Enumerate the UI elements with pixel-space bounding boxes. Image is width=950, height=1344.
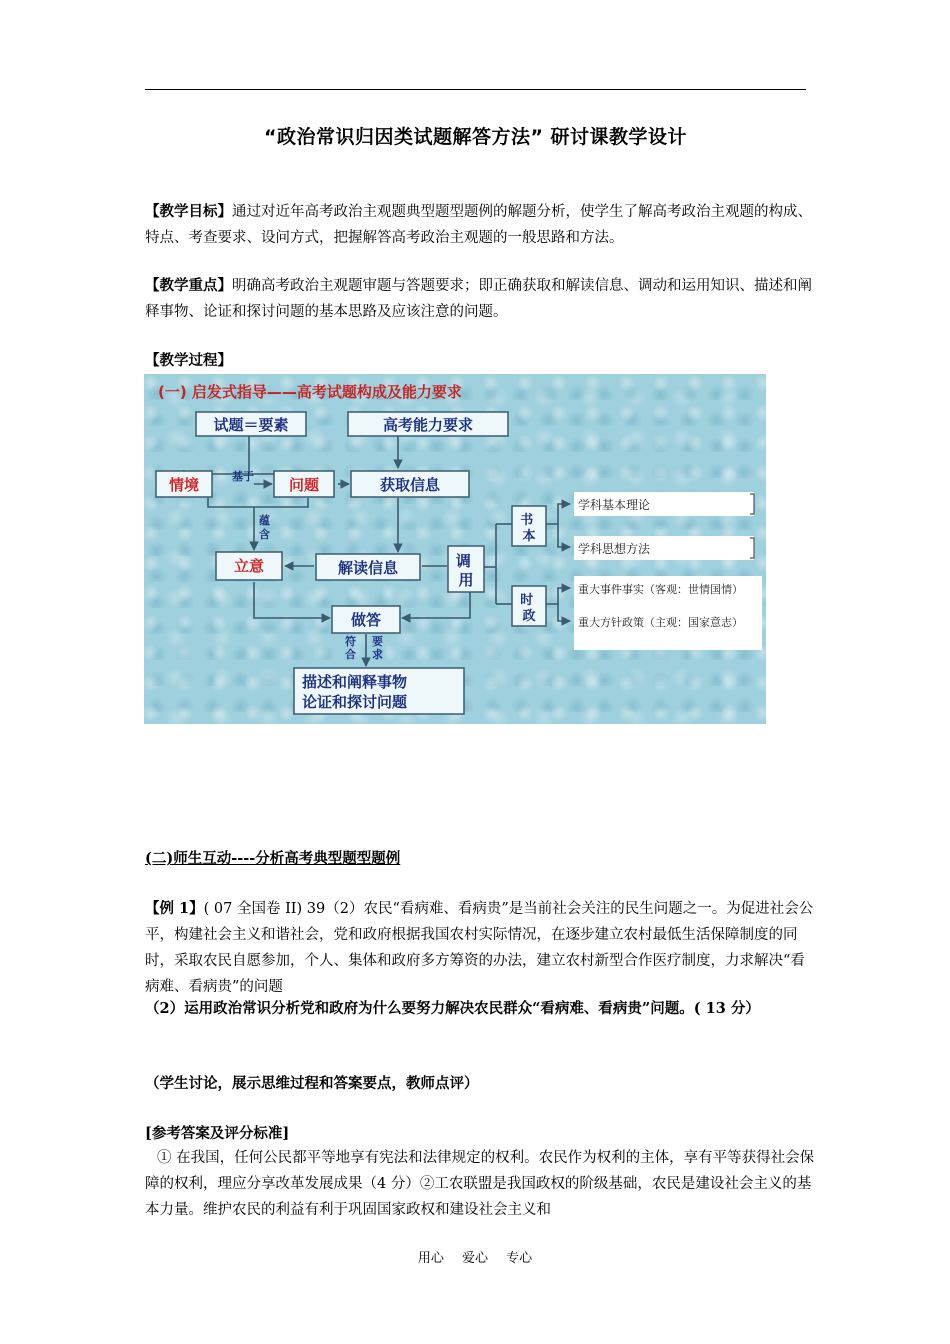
line-yunhe-bracket	[208, 498, 308, 507]
header-rule	[145, 89, 806, 90]
arrow-liyi-zuoda	[254, 582, 330, 618]
process-label: 【教学过程】	[145, 352, 232, 369]
shuben-char-2: 本	[522, 529, 536, 544]
fuhe-label	[345, 634, 360, 661]
yunhe-label	[259, 513, 274, 541]
box-shizheng-chars	[520, 593, 538, 624]
diaoyong-char-2: 用	[458, 571, 474, 589]
yunhe-char: 蕴	[259, 514, 270, 527]
arrow-item1	[546, 504, 570, 524]
box-huoqu-label: 获取信息	[379, 476, 441, 494]
he2-char: 合	[345, 648, 356, 661]
he-char: 含	[259, 528, 270, 541]
item1-text: 学科基本理论	[578, 498, 651, 512]
box-bottom-line1: 描述和阐释事物	[302, 673, 408, 691]
box-qingjing-label: 情境	[168, 476, 200, 494]
box-diaoyong-chars	[456, 552, 476, 589]
box-gaokao-label: 高考能力要求	[382, 416, 474, 434]
question-text: （2）运用政治常识分析党和政府为什么要努力解决农民群众“看病难、看病贵”问题。( 13 分）	[145, 1000, 760, 1017]
answer-label: [参考答案及评分标准]	[145, 1125, 290, 1142]
jiyu-label: 基于	[232, 470, 254, 483]
box-jiedu-label: 解读信息	[337, 559, 399, 577]
process-diagram	[144, 374, 766, 724]
yaoqiu-label	[372, 634, 387, 661]
shizheng-char-2: 政	[522, 609, 536, 624]
page-title: “政治常识归因类试题解答方法” 研讨课教学设计	[263, 126, 688, 148]
goal-text: 通过对近年高考政治主观题典型题型题例的解题分析，使学生了解高考政治主观题的构成、特点、考查要求、设问方式，把握解答高考政治主观题的一般思路和方法。	[145, 204, 812, 246]
example-one	[145, 896, 817, 1000]
item4-text: 重大方针政策（主观：国家意志）	[578, 616, 743, 629]
section-two-heading: (二)师生互动----分析高考典型题型题例	[145, 850, 401, 867]
discussion-note: （学生讨论，展示思维过程和答案要点，教师点评）	[145, 1075, 479, 1092]
box-liyi-label: 立意	[233, 557, 265, 575]
diagram-heading: (一) 启发式指导——高考试题构成及能力要求	[158, 383, 462, 401]
diagram-svg	[144, 374, 766, 724]
goal-label: 【教学目标】	[145, 203, 232, 220]
fu-char: 符	[345, 635, 356, 648]
page-footer: 用心 爱心 专心	[417, 1251, 533, 1266]
box-zuoda-label: 做答	[350, 611, 382, 629]
yao-char: 要	[372, 635, 383, 648]
shuben-char-1: 书	[520, 513, 534, 528]
focus-label: 【教学重点】	[145, 277, 232, 294]
box-wenti-label: 问题	[288, 476, 320, 494]
answer-text: ① 在我国，任何公民都平等地享有宪法和法律规定的权利。农民作为权利的主体，享有平等获得社会保障的权利，理应分享改革发展成果（4 分）②工农联盟是我国政权的阶级基础，农民是建设社会主义的基本力量。维护农民的利益有利于巩固国家政权和建设社会主义和	[145, 1150, 815, 1218]
box-shiti-label: 试题＝要素	[213, 416, 289, 434]
arrow-item4	[558, 604, 570, 621]
arrow-diaoyong-zuoda	[402, 592, 470, 618]
item3-text: 重大事件事实（客观：世情国情）	[578, 583, 743, 596]
qiu-char: 求	[372, 648, 383, 661]
item2-text: 学科思想方法	[578, 542, 651, 556]
diaoyong-char-1: 调	[455, 552, 471, 570]
ex1-label: 【例 1】	[145, 900, 204, 917]
teaching-goal	[145, 199, 817, 251]
focus-text: 明确高考政治主观题审题与答题要求；即正确获取和解读信息、调动和运用知识、描述和阐释事物、论证和探讨问题的基本思路及应该注意的问题。	[145, 278, 812, 320]
teaching-focus	[145, 273, 817, 325]
shizheng-char-1: 时	[520, 593, 534, 608]
box-bottom-line2: 论证和探讨问题	[302, 693, 408, 711]
arrow-item2	[558, 524, 570, 547]
ex1-text: ( 07 全国卷 II) 39（2）农民“看病难、看病贵”是当前社会关注的民生问题之一。为促进社会公平，构建社会主义和谐社会，党和政府根据我国农村实际情况，在逐步建立农村最低生活保障制度的同时，采取农民自愿参加，个人、集体和政府多方筹资的办法，建立农村新型合作医疗制度，力求解决“看病难、看病贵”的问题	[145, 901, 814, 995]
arrow-item3	[546, 588, 570, 604]
